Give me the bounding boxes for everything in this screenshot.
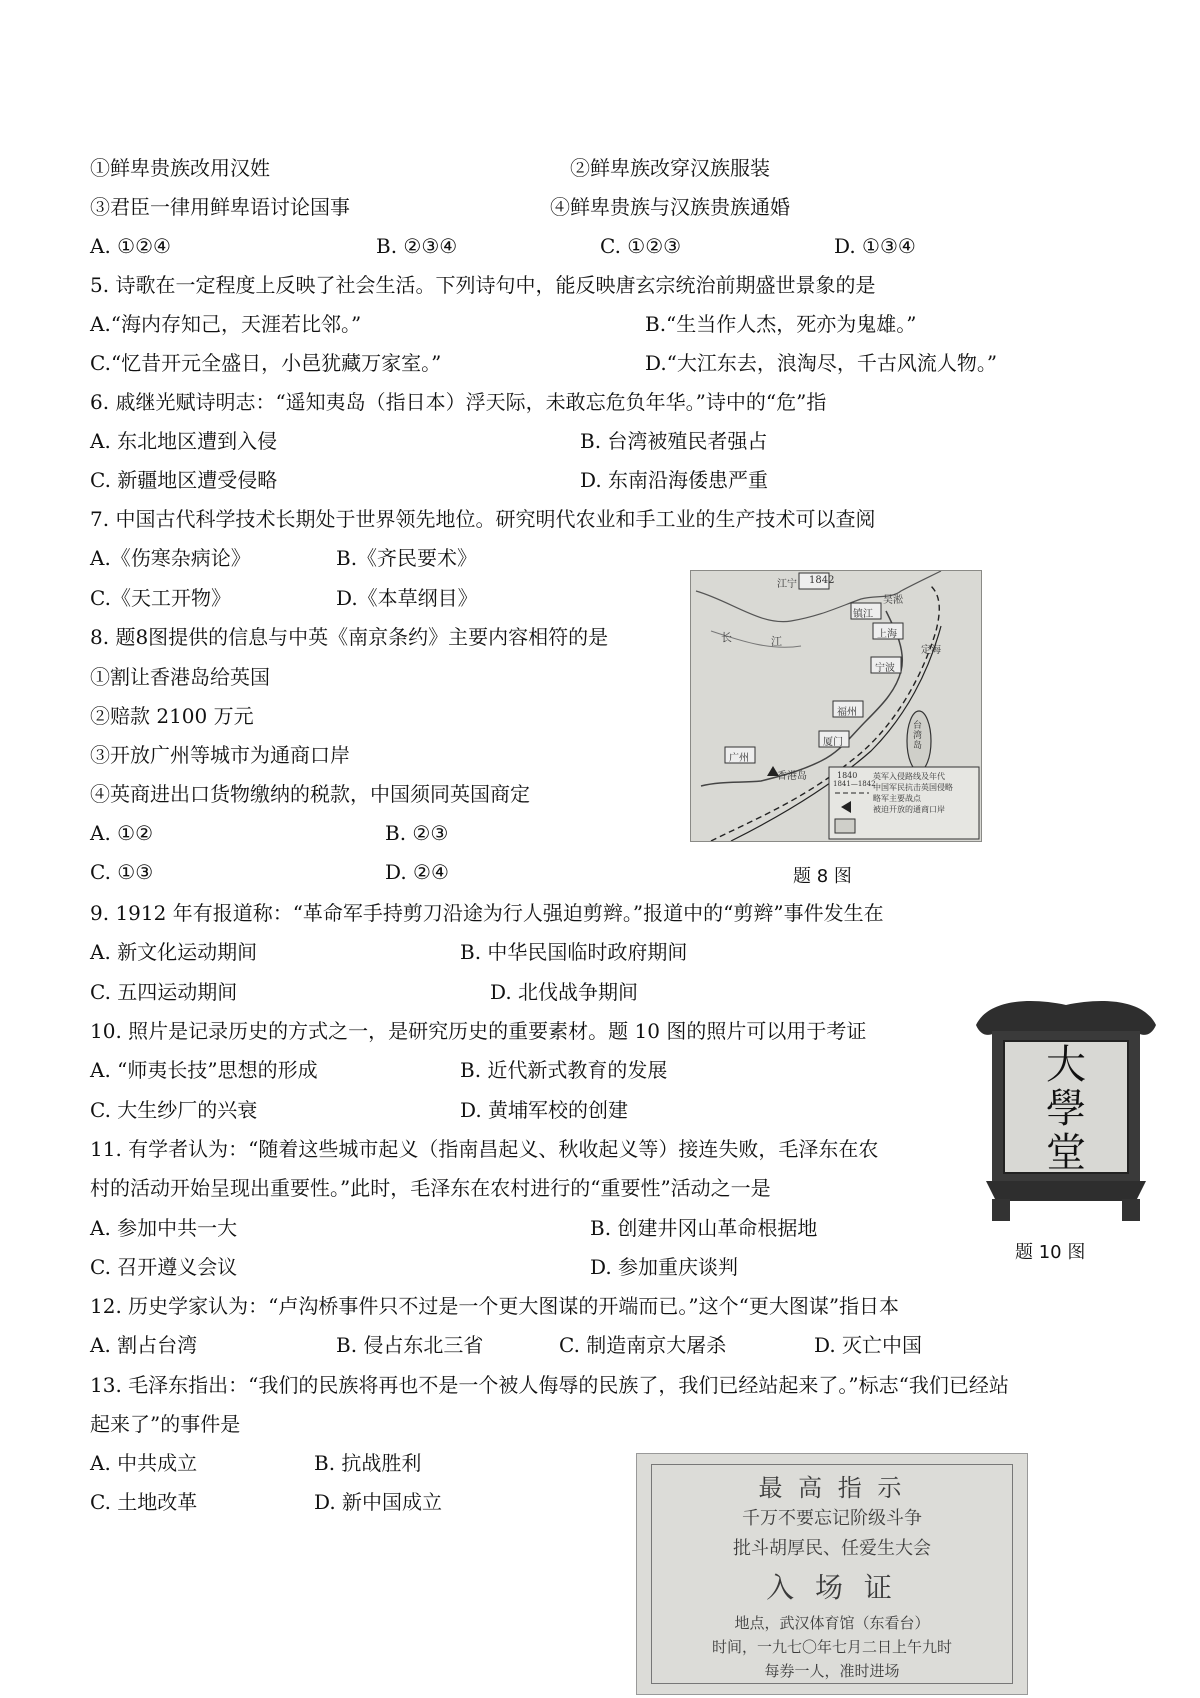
ticket-slogan-2: 批斗胡厚民、任爱生大会 <box>733 1538 931 1559</box>
plaque-char-xue: 學 <box>1046 1086 1086 1132</box>
legend-item-battle: 略军主要战点 <box>873 794 921 803</box>
plaque-char-tang: 堂 <box>1046 1130 1086 1176</box>
q7-answer-d: D.《本草纲目》 <box>336 586 478 610</box>
map-label-dinghai: 定海 <box>921 645 941 656</box>
q10-answer-b: B. 近代新式教育的发展 <box>460 1058 668 1082</box>
figure-8-caption: 题 8 图 <box>793 866 852 887</box>
q7-answer-a: A.《伤寒杂病论》 <box>90 546 251 570</box>
q10-answer-a: A. “师夷长技”思想的形成 <box>90 1058 318 1082</box>
q8-answer-a: A. ①② <box>90 821 154 845</box>
q9-answer-d: D. 北伐战争期间 <box>490 980 639 1004</box>
q12-answer-b: B. 侵占东北三省 <box>336 1333 484 1357</box>
map-label-shanghai: 上海 <box>877 629 897 640</box>
ticket-time: 时间，一九七〇年七月二日上午九时 <box>711 1638 952 1656</box>
legend-item-resist: 中国军民抗击英国侵略 <box>873 783 953 792</box>
q13-stem-line-1: 13. 毛泽东指出：“我们的民族将再也不是一个被人侮辱的民族了，我们已经站起来了。”标志“我们已经站 <box>90 1373 1009 1397</box>
ticket-note: 每券一人，准时进场 <box>764 1662 900 1680</box>
q8-answer-c: C. ①③ <box>90 860 154 884</box>
q10-answer-d: D. 黄埔军校的创建 <box>460 1098 629 1122</box>
ticket-heading: 入 场 证 <box>766 1571 898 1604</box>
map-label-fuzhou: 福州 <box>837 707 857 718</box>
q13-answer-a: A. 中共成立 <box>90 1451 198 1475</box>
map-drawing <box>691 571 981 841</box>
q11-answer-b: B. 创建井冈山革命根据地 <box>590 1216 818 1240</box>
daxuetang-plaque-photo <box>968 995 1164 1223</box>
q9-answer-a: A. 新文化运动期间 <box>90 940 258 964</box>
map-label-zhenjiang: 镇江 <box>853 609 873 620</box>
q13-answer-d: D. 新中国成立 <box>314 1490 443 1514</box>
q4-option-2: ②鲜卑族改穿汉族服装 <box>570 156 770 180</box>
q6-answer-c: C. 新疆地区遭受侵略 <box>90 468 278 492</box>
ticket-place: 地点，武汉体育馆（东看台） <box>734 1614 930 1632</box>
q11-stem-line-1: 11. 有学者认为：“随着这些城市起义（指南昌起义、秋收起义等）接连失败，毛泽东在农 <box>90 1137 879 1161</box>
legend-year-1840: 1840 <box>837 771 858 780</box>
map-label-xiamen: 厦门 <box>823 737 843 748</box>
plaque-char-da: 大 <box>1046 1042 1086 1088</box>
legend-item-route: 英军入侵路线及年代 <box>873 772 945 781</box>
figure-10-caption: 题 10 图 <box>1015 1242 1086 1263</box>
q8-option-2: ②赔款 2100 万元 <box>90 704 254 728</box>
q11-answer-d: D. 参加重庆谈判 <box>590 1255 739 1279</box>
q11-answer-a: A. 参加中共一大 <box>90 1216 238 1240</box>
q6-answer-a: A. 东北地区遭到入侵 <box>90 429 278 453</box>
q7-answer-b: B.《齐民要术》 <box>336 546 478 570</box>
q4-answer-a: A. ①②④ <box>90 234 171 258</box>
ticket-slogan-1: 千万不要忘记阶级斗争 <box>742 1508 922 1529</box>
q8-answer-b: B. ②③ <box>385 821 449 845</box>
map-label-hongkong: 香港岛 <box>777 771 807 782</box>
map-label-jiang: 江 <box>771 635 782 648</box>
q4-option-1: ①鲜卑贵族改用汉姓 <box>90 156 270 180</box>
q13-answer-c: C. 土地改革 <box>90 1490 198 1514</box>
q8-option-4: ④英商进出口货物缴纳的税款，中国须同英国商定 <box>90 782 530 806</box>
map-label-chang: 长 <box>721 631 732 644</box>
q7-stem: 7. 中国古代科学技术长期处于世界领先地位。研究明代农业和手工业的生产技术可以查阅 <box>90 507 876 531</box>
map-label-ningbo: 宁波 <box>875 663 895 674</box>
legend-year-range: 1841—1842 <box>833 780 876 788</box>
map-label-guangzhou: 广州 <box>729 753 749 764</box>
legend-item-port: 被迫开放的通商口岸 <box>873 805 945 814</box>
q12-answer-a: A. 割占台湾 <box>90 1333 198 1357</box>
q4-option-3: ③君臣一律用鲜卑语讨论国事 <box>90 195 350 219</box>
q4-answer-d: D. ①③④ <box>834 234 916 258</box>
q4-option-4: ④鲜卑贵族与汉族贵族通婚 <box>550 195 790 219</box>
q8-stem: 8. 题8图提供的信息与中英《南京条约》主要内容相符的是 <box>90 625 609 649</box>
q11-answer-c: C. 召开遵义会议 <box>90 1255 238 1279</box>
q6-stem: 6. 戚继光赋诗明志：“遥知夷岛（指日本）浮天际，未敢忘危负年华。”诗中的“危”指 <box>90 390 827 414</box>
q7-answer-c: C.《天工开物》 <box>90 586 231 610</box>
q8-option-3: ③开放广州等城市为通商口岸 <box>90 743 350 767</box>
admission-ticket-image <box>636 1453 1028 1695</box>
q12-stem: 12. 历史学家认为：“卢沟桥事件只不过是一个更大图谋的开端而已。”这个“更大图谋”指日本 <box>90 1294 900 1318</box>
q5-answer-d: D.“大江东去，浪淘尽，千古风流人物。” <box>645 351 998 375</box>
q8-answer-d: D. ②④ <box>385 860 449 884</box>
q6-answer-b: B. 台湾被殖民者强占 <box>580 429 768 453</box>
q5-answer-b: B.“生当作人杰，死亦为鬼雄。” <box>645 312 917 336</box>
q6-answer-d: D. 东南沿海倭患严重 <box>580 468 769 492</box>
map-label-taiwan: 台湾岛 <box>913 721 923 751</box>
q10-answer-c: C. 大生纱厂的兴衰 <box>90 1098 258 1122</box>
q5-answer-a: A.“海内存知己，天涯若比邻。” <box>90 312 362 336</box>
q5-answer-c: C.“忆昔开元全盛日，小邑犹藏万家室。” <box>90 351 442 375</box>
q13-answer-b: B. 抗战胜利 <box>314 1451 422 1475</box>
q11-stem-line-2: 村的活动开始呈现出重要性。”此时，毛泽东在农村进行的“重要性”活动之一是 <box>90 1176 771 1200</box>
q4-answer-b: B. ②③④ <box>376 234 458 258</box>
map-label-jiangning: 江宁 <box>777 579 797 590</box>
q9-stem: 9. 1912 年有报道称：“革命军手持剪刀沿途为行人强迫剪辫。”报道中的“剪辫”事件发生在 <box>90 901 884 925</box>
map-label-wusong: 吴淞 <box>883 595 903 606</box>
map-label-year: 1842 <box>809 575 835 586</box>
q8-option-1: ①割让香港岛给英国 <box>90 665 270 689</box>
q5-stem: 5. 诗歌在一定程度上反映了社会生活。下列诗句中，能反映唐玄宗统治前期盛世景象的是 <box>90 273 876 297</box>
q9-answer-c: C. 五四运动期间 <box>90 980 238 1004</box>
q10-stem: 10. 照片是记录历史的方式之一，是研究历史的重要素材。题 10 图的照片可以用于考证 <box>90 1019 867 1043</box>
q9-answer-b: B. 中华民国临时政府期间 <box>460 940 688 964</box>
ticket-title: 最 高 指 示 <box>758 1474 906 1502</box>
nanjing-treaty-map <box>690 570 982 842</box>
q4-answer-c: C. ①②③ <box>600 234 682 258</box>
q12-answer-d: D. 灭亡中国 <box>814 1333 923 1357</box>
q13-stem-line-2: 起来了”的事件是 <box>90 1412 241 1436</box>
q12-answer-c: C. 制造南京大屠杀 <box>559 1333 727 1357</box>
